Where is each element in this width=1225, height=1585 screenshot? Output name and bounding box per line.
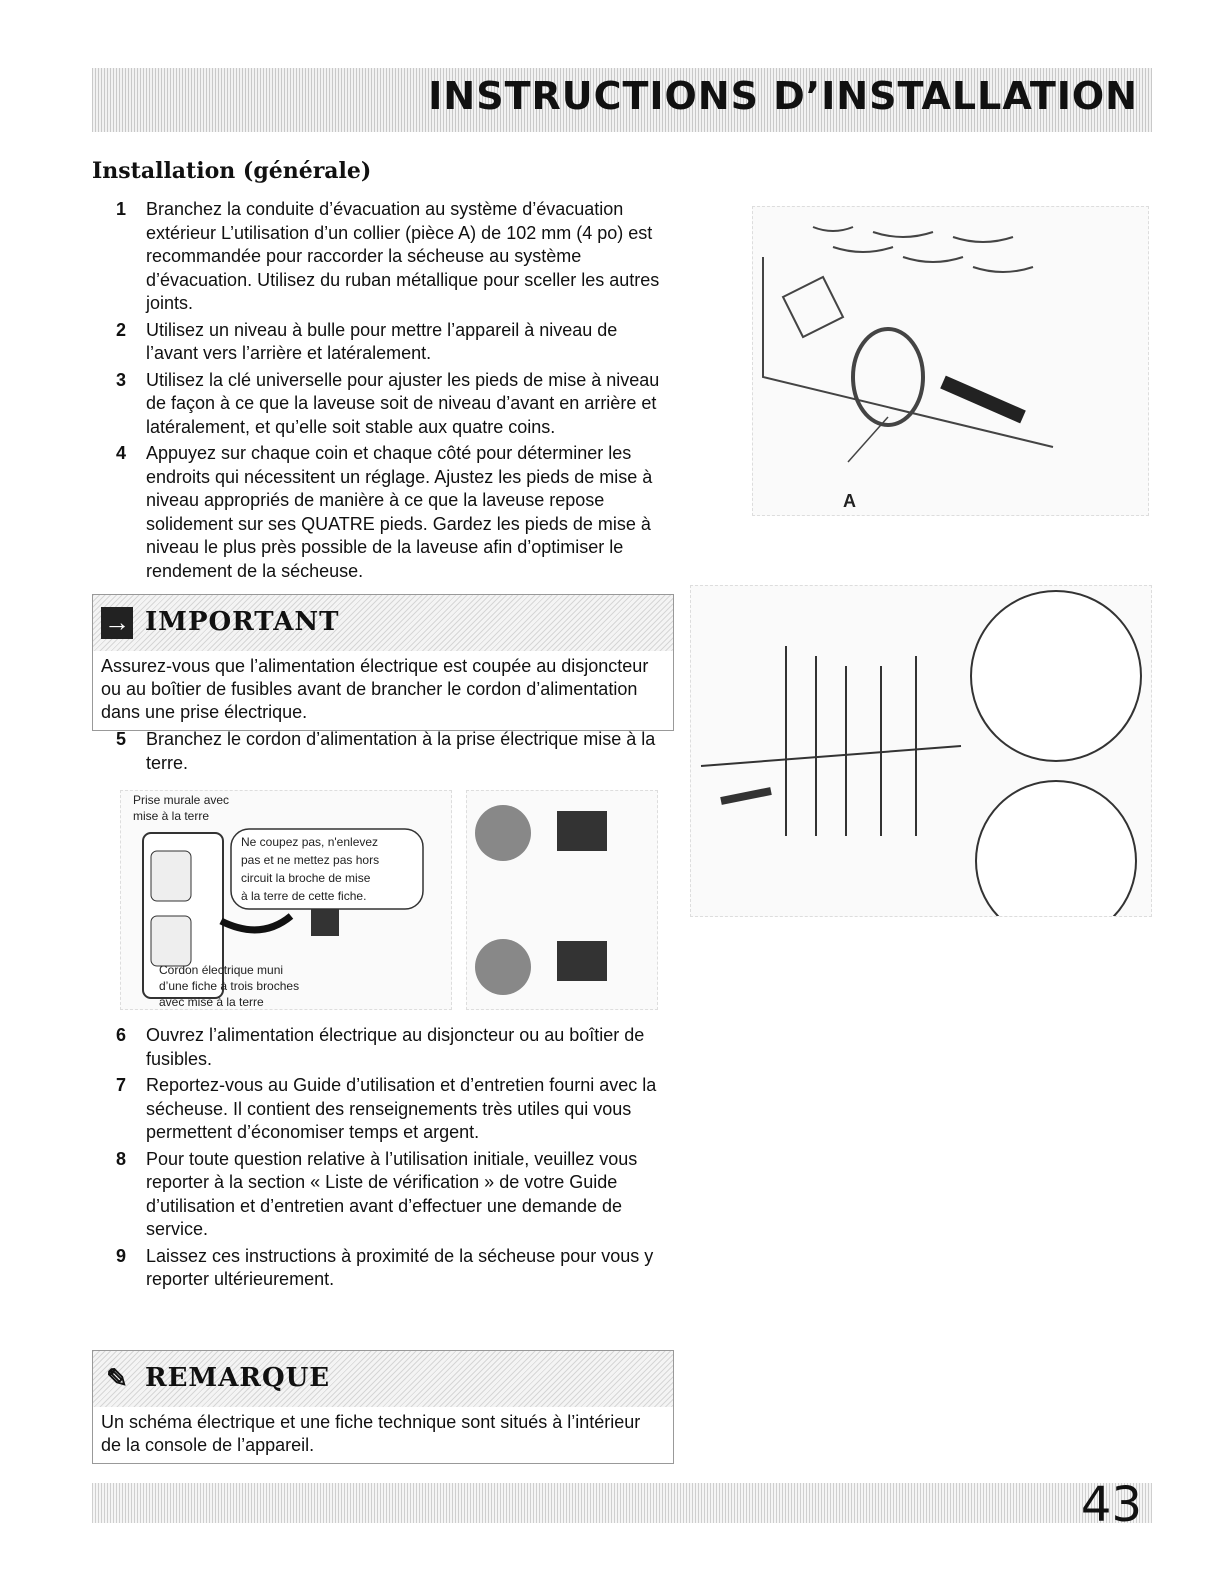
page-title: INSTRUCTIONS D’INSTALLATION xyxy=(428,74,1138,118)
note-label: REMARQUE xyxy=(145,1363,331,1393)
step-item: 8 Pour toute question relative à l’utilisation initiale, veuillez vous reporter à la section « Liste de vérification » de votre Guide d’utilisation et d’entretien avant d’effectuer une demande de service. xyxy=(116,1148,638,1239)
outlet-figure xyxy=(120,790,452,1010)
step-item: 7 Reportez-vous au Guide d’utilisation et d’entretien fourni avec la sécheuse. Il contient des renseignements très utiles qui vous permettent d’économiser temps et argent. xyxy=(116,1075,657,1142)
vent-figure xyxy=(752,206,1149,516)
important-text: Assurez-vous que l’alimentation électrique est coupée au disjoncteur ou au boîtier de fusibles avant de brancher le cordon d’alimentation dans une prise électrique. xyxy=(101,656,649,722)
part-a-label: A xyxy=(843,491,856,511)
header-band xyxy=(92,68,1152,132)
section-title: Installation (générale) xyxy=(92,158,372,184)
step-item: 1 Branchez la conduite d’évacuation au système d’évacuation extérieur L’utilisation d’un collier (pièce A) de 102 mm (4 po) est recommandée pour raccorder la sécheuse au système d’évacuation. Utilisez du ruban métallique pour sceller les autres joints. xyxy=(116,199,660,313)
outlet-label-2: mise à la terre xyxy=(133,809,210,823)
note-header xyxy=(93,1351,673,1407)
step-item: 2 Utilisez un niveau à bulle pour mettre l’appareil à niveau de l’avant vers l’arrière et latéralement. xyxy=(116,319,618,363)
warning-line-3: circuit la broche de mise xyxy=(241,871,371,885)
step-item: 5 Branchez le cordon d’alimentation à la prise électrique mise à la terre. xyxy=(116,729,656,773)
important-header xyxy=(93,595,673,651)
plug-illustration xyxy=(467,791,657,1009)
dryer-vent-illustration xyxy=(753,207,1148,515)
step-item: 4 Appuyez sur chaque coin et chaque côté pour déterminer les endroits qui nécessitent un réglage. Ajustez les pieds de mise à niveau appropriés de manière à ce que la laveuse repose solidement sur ses QUATRE pieds. Gardez les pieds de mise à niveau le plus près possible de la laveuse afin d’optimiser le rendement de la sécheuse. xyxy=(116,443,653,581)
note-callout xyxy=(92,1350,674,1464)
warning-line-1: Ne coupez pas, n'enlevez xyxy=(241,835,379,849)
important-callout xyxy=(92,594,674,731)
steps-list-b xyxy=(110,1024,670,1295)
steps-list-a xyxy=(110,198,670,586)
step-item: 9 Laissez ces instructions à proximité de la sécheuse pour vous y reporter ultérieurement. xyxy=(116,1245,654,1289)
cord-label-3: avec mise à la terre xyxy=(159,995,264,1009)
plug-figure xyxy=(466,790,658,1010)
dryer-leveling-illustration xyxy=(691,586,1151,916)
pencil-icon: ✎ xyxy=(106,1363,128,1393)
step-item: 3 Utilisez la clé universelle pour ajuster les pieds de mise à niveau de façon à ce que la laveuse soit de niveau d’avant en arrière et latéralement, et qu’elle soit stable aux quatre coins. xyxy=(116,369,660,437)
page-number: 43 xyxy=(1080,1477,1142,1533)
important-label: IMPORTANT xyxy=(145,607,340,637)
warning-line-2: pas et ne mettez pas hors xyxy=(241,853,380,867)
footer-band xyxy=(92,1477,1152,1533)
step-item: 6 Ouvrez l’alimentation électrique au disjoncteur ou au boîtier de fusibles. xyxy=(116,1025,645,1069)
note-text: Un schéma électrique et une fiche technique sont situés à l’intérieur de la console de l’appareil. xyxy=(101,1412,641,1455)
warning-line-4: à la terre de cette fiche. xyxy=(241,889,367,903)
outlet-label-1: Prise murale avec xyxy=(133,793,230,807)
cord-label-2: d’une fiche à trois broches xyxy=(159,979,300,993)
leveling-figure xyxy=(690,585,1152,917)
cord-label-1: Cordon électrique muni xyxy=(159,963,284,977)
arrow-right-icon: → xyxy=(101,607,133,639)
steps-list-5 xyxy=(110,728,670,778)
